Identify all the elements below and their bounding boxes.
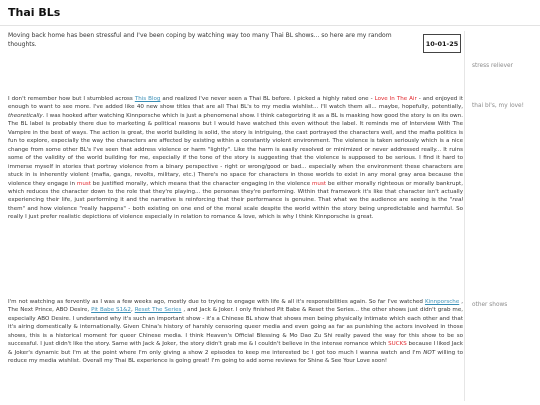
entry-main [8, 31, 465, 401]
pit-babe-link[interactable]: Pit Babe S1&2 [91, 307, 131, 314]
text-italic: real [452, 197, 463, 204]
text-italic: theoretically [8, 112, 43, 119]
text: and realized I've never seen a Thai BL before. I picked a highly rated one - [160, 96, 375, 102]
text: I don't remember how but I stumbled across [8, 96, 135, 102]
text: because I liked Jack & Joker's dynamic but I'm at the point where I'm only giving a show 2 episodes to keep me interested bc I got too much I wanna watch and I'm [8, 341, 464, 356]
text: be either morally righteous or morally bankrupt, which reduces the character down to the role that they're playing... the personas they're performing. Within that framework it's like that character isn't actually experiencing their life, just performing it and the narrative is reinforcing that their performance is genuine. That what we the audience are seeing is the " [8, 180, 463, 204]
side-note-stress-reliever: stress reliever [472, 63, 513, 69]
text: . I was hooked after watching Kinnporsche which is just a phenomenal show. I think categorizing it as a BL is masking how good the story is on its own. The BL label is probably there due to marketing & political reasons but I would have watched this even without the label. It reminds me of Interview With The Vampire in the best of ways. The action is great, the world building is solid, the story is intriguing, the cast portrayed the characters well, and the mafia politics is fun to explore, especially the way the characters are affected by existing within a constantly violent environment. The violence is taken seriously which is a nice change from some other BL's I've seen that address violence or harm "lightly". Like the harm is easily resolved or minimized or never addressed really... It ruins some of the validity of the world building for me, especially if the tone of the story is suggesting that the violence is supposed to be serious. I find it hard to immerse myself in stories that portray violence from a binary perspective - right or wrong/good or bad... especially when the environment these characters are stuck in is inherently violent (mafia, gangs, revolts, military, etc.) There's no space for characters in those worlds to exist in any moral gray area because the violence they engage in [8, 112, 463, 187]
text: be justified morally, which means that the character engaging in the violence [90, 180, 313, 187]
text: , and Jack & Joker. I only finished Pit Babe & Reset the Series... the other shows just didn't grab me, especially ABO Desire. I understand why it's such an important show - it's a Chinese BL show that shows men being physically intimate which each other and that it's airing domestically & internationally. Given China's history of harshly censoring queer media and even going as far as punishing the actors involved in those shows, this is a historical moment for queer Chinese media. I think Heaven's Official Blessing & Mo Dao Zu Shi really paved the way for this show to be so successful. I just didn't like the story. Same with Jack & Joker, the story didn't grab me & I couldn't believe in the intense romance which [8, 307, 464, 348]
emphasis-must: must [76, 180, 91, 187]
paragraph-other-shows [8, 298, 463, 366]
emphasis-not: NOT [423, 349, 436, 356]
text: them" and how violence "really happens" - both existing on one end of the moral scale despite the world within the story being unpredictable and harmful. So really I just prefer realistic depictions of violence especially in relation to romance & love, which is why I think Kinnporsche is great. [8, 205, 463, 221]
entry-intro: Moving back home has been stressful and I've been coping by watching way too many Thai BL shows... so here are my random thoughts. [8, 32, 392, 48]
reset-the-series-link[interactable]: Reset The Series [134, 307, 182, 314]
title-divider [0, 25, 540, 26]
love-in-the-air-title: Love In The Air [374, 96, 417, 102]
emphasis-must: must [312, 180, 327, 187]
side-note-thai-bls: thai bl's, my love! [472, 103, 524, 109]
entry-date-badge: 10-01-25 [423, 34, 461, 53]
text: willing to reduce my media wishlist. Overall my Thai BL experience is going great! I'm going to add some reviews for Shine & See Your Love soon! [8, 349, 463, 365]
text: - and enjoyed it enough to want to see more. I've added like 40 new show titles that are all Thai BL's to my media wishlist... I'll watch them all... maybe, hopefully, potentially, [8, 96, 463, 111]
this-blog-link[interactable]: This Blog [134, 96, 161, 102]
side-note-other-shows: other shows [472, 302, 508, 308]
text: , [130, 307, 135, 314]
text: , The Next Prince, ABO Desire, [8, 299, 464, 314]
text: I'm not watching as fervently as I was a few weeks ago, mostly due to trying to engage with life & all it's responsibilities again. So far I've watched [8, 299, 425, 305]
page-title: Thai BLs [8, 6, 61, 19]
paragraph-thai-bls [8, 95, 463, 222]
kinnporsche-link[interactable]: Kinnporsche [424, 299, 460, 305]
emphasis-sucks: SUCKS [388, 341, 407, 348]
